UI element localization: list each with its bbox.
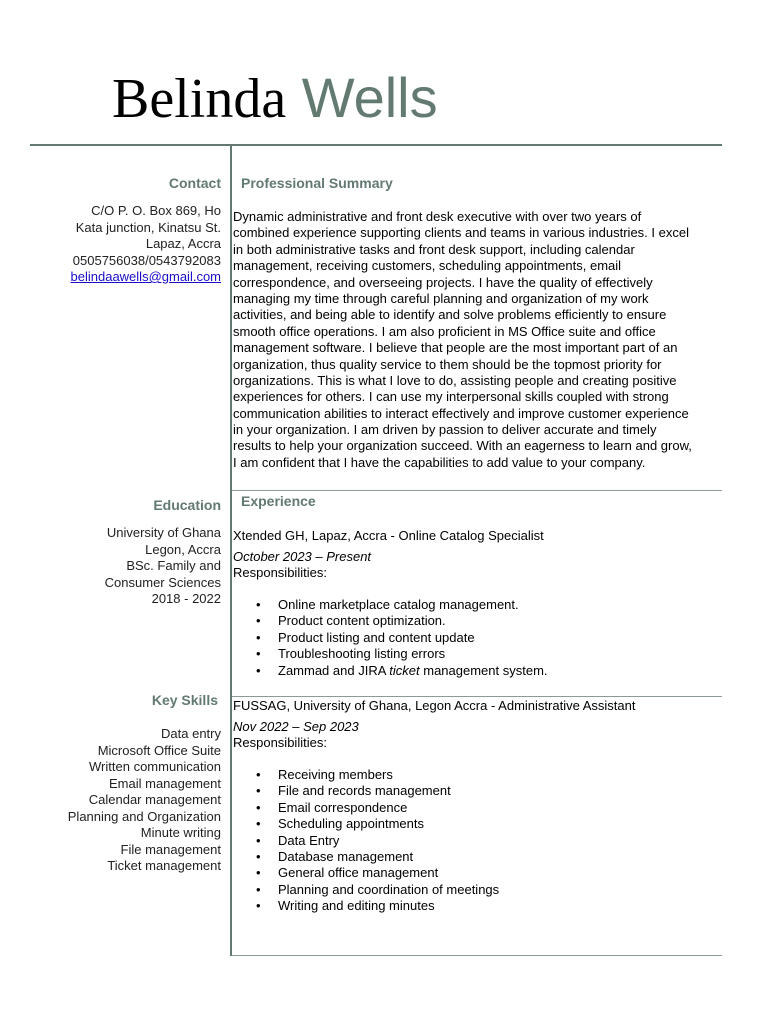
list-item: • Online marketplace catalog management. (278, 597, 723, 613)
list-item-text: Zammad and JIRA (278, 662, 390, 678)
candidate-name (112, 66, 438, 131)
education-line: BSc. Family and (126, 558, 221, 573)
summary-line: communication abilities to interact effectively and improve customer experience (233, 405, 689, 421)
education-line: Consumer Sciences (104, 574, 221, 590)
job-title: FUSSAG, University of Ghana, Legon Accra - Administrative Assistant (233, 698, 636, 713)
first-name: Belinda (112, 68, 287, 130)
contact-line: Kata junction, Kinatsu St. (75, 219, 221, 235)
footer-divider (232, 955, 722, 956)
education-heading: Education (153, 497, 221, 513)
summary-line: management software. I believe that people are the most important part of an (233, 340, 678, 356)
summary-line: correspondence, and overseeing projects. I have the quality of effectively (233, 274, 653, 290)
skill-item: Planning and Organization (67, 808, 221, 824)
last-name: Wells (301, 66, 438, 129)
summary-line: management, receiving customers, scheduling appointments, email (233, 258, 622, 274)
job-entry (233, 697, 723, 915)
list-item: • Planning and coordination of meetings (278, 882, 723, 898)
contact-block (71, 203, 221, 286)
list-item: • Writing and editing minutes (278, 898, 723, 914)
phone-number: 0505756038/0543792083 (72, 252, 221, 268)
skill-item: Microsoft Office Suite (97, 742, 221, 758)
job-title: Xtended GH, Lapaz, Accra - Online Catalog Specialist (233, 528, 544, 543)
email-link[interactable]: belindaawells@gmail.com (70, 269, 221, 284)
summary-line: in your organization. I am driven by passion to deliver accurate and timely (233, 422, 657, 438)
summary-heading: Professional Summary (241, 175, 393, 191)
skill-item: Data entry (161, 726, 221, 741)
list-item (278, 663, 723, 679)
list-item: • File and records management (278, 783, 723, 799)
skills-heading: Key Skills (151, 692, 218, 708)
skill-item: Calendar management (88, 792, 221, 807)
list-item-emphasis: ticket (389, 662, 420, 678)
responsibilities-list (233, 597, 723, 679)
summary-divider (232, 490, 722, 491)
skill-item: File management (120, 841, 221, 857)
skills-block (68, 726, 221, 875)
summary-line: I am confident that I have the capabilities to add value to your company. (233, 454, 646, 470)
skill-item: Email management (109, 775, 221, 791)
list-item: • Receiving members (278, 767, 723, 783)
responsibilities-label: Responsibilities: (233, 565, 327, 580)
job-date: October 2023 – Present (233, 549, 372, 564)
job-date: Nov 2022 – Sep 2023 (233, 719, 359, 734)
list-item: • Scheduling appointments (278, 816, 723, 832)
summary-line: organization, thus quality service to them should be the topmost priority for (233, 356, 662, 372)
education-line: Legon, Accra (145, 541, 221, 557)
contact-heading: Contact (168, 175, 221, 191)
contact-line: C/O P. O. Box 869, Ho (91, 203, 221, 218)
list-item: • Troubleshooting listing errors (278, 646, 723, 662)
list-item-text: management system. (419, 662, 548, 678)
contact-line: Lapaz, Accra (145, 236, 221, 251)
experience-heading: Experience (241, 493, 316, 509)
education-years: 2018 - 2022 (151, 591, 221, 606)
summary-line: activities, and being able to identify and solve problems efficiently to ensure (233, 307, 667, 323)
responsibilities-list (233, 767, 723, 915)
summary-text (233, 209, 723, 471)
skill-item: Written communication (89, 759, 221, 774)
list-item: • Email correspondence (278, 800, 723, 816)
list-item: • Product listing and content update (278, 630, 723, 646)
summary-line: results to help your organization succeed. With an eagerness to learn and grow, (233, 438, 692, 454)
education-line: University of Ghana (106, 525, 221, 540)
column-divider (230, 145, 232, 956)
summary-line: combined experience supporting clients and teams in various industries. I excel (233, 225, 689, 241)
list-item: • Product content optimization. (278, 613, 723, 629)
responsibilities-label: Responsibilities: (233, 735, 327, 750)
job-entry (233, 527, 723, 679)
summary-line: managing my time through careful planning and organization of my work (233, 290, 649, 306)
summary-line: Dynamic administrative and front desk executive with over two years of (233, 209, 642, 224)
header-divider (30, 144, 722, 146)
skill-item: Minute writing (140, 825, 221, 840)
summary-line: organizations. This is what I love to do, assisting people and creating positive (233, 372, 677, 388)
summary-line: in both administrative tasks and front desk support, including calendar (233, 241, 635, 257)
list-item: • Data Entry (278, 833, 723, 849)
list-item: • Database management (278, 849, 723, 865)
education-block (105, 525, 221, 608)
skill-item: Ticket management (107, 858, 221, 873)
summary-line: smooth office operations. I am also proficient in MS Office suite and office (233, 323, 656, 339)
list-item: • General office management (278, 865, 723, 881)
summary-line: experiences for others. I can use my interpersonal skills coupled with strong (233, 389, 669, 405)
